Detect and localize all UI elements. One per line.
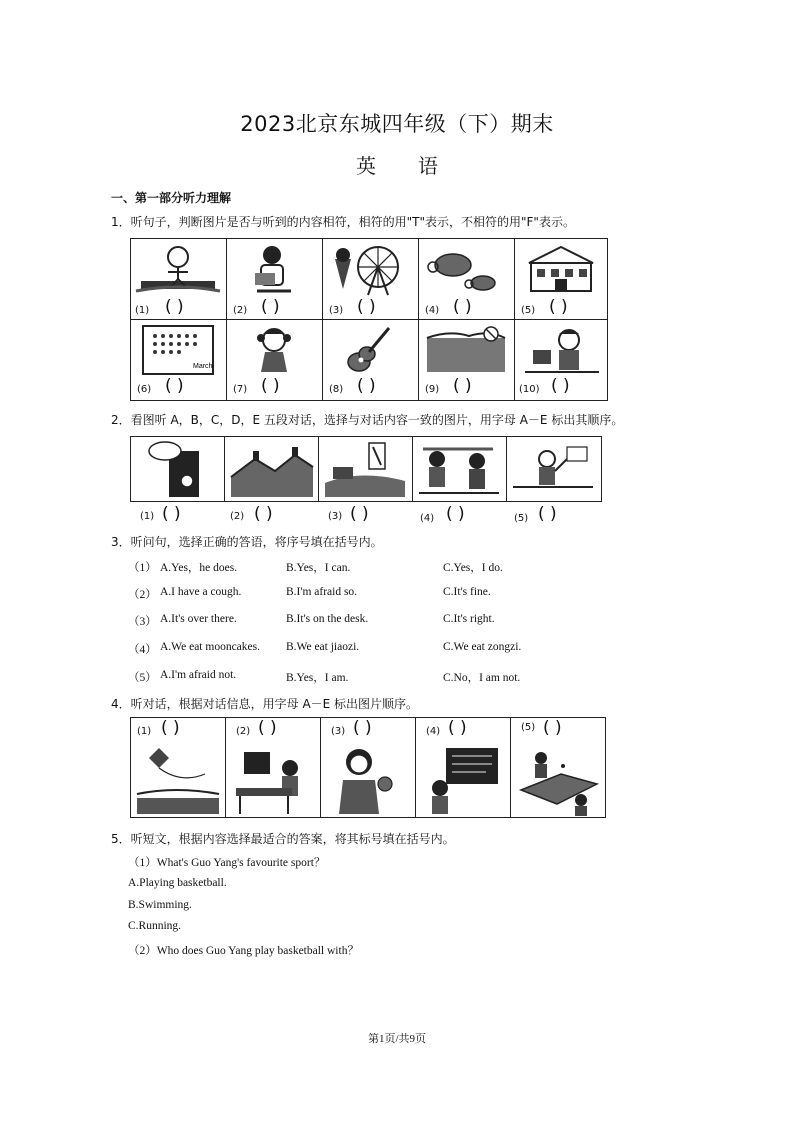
q1-label-10: (10): [519, 384, 540, 395]
q2-blank-3[interactable]: ( ): [350, 504, 369, 524]
q4-prompt: 4．听对话，根据对话信息，用字母 A－E 标出图片顺序。: [111, 697, 419, 711]
q1-cell-4: [419, 239, 515, 320]
q2-answer-row: [130, 504, 602, 528]
q2-cell-1: [131, 437, 225, 501]
q4-blank-3[interactable]: ( ): [353, 718, 372, 738]
q2-label-4: (4): [420, 513, 435, 524]
q2-blank-1[interactable]: ( ): [162, 504, 181, 524]
q4-label-4: (4): [426, 726, 441, 737]
girl-reading-picture: [227, 239, 321, 299]
q4-cell-4: [416, 718, 511, 817]
q1-blank-10[interactable]: ( ): [551, 376, 570, 396]
kite-flying-picture: [131, 744, 224, 816]
page-footer: 第1页/共9页: [367, 1033, 427, 1045]
page-subtitle: 英语: [356, 154, 480, 178]
q4-cell-5: [511, 718, 605, 817]
section-heading: 一、第一部分听力理解: [111, 191, 232, 205]
q2-label-2: (2): [230, 511, 245, 522]
q1-cell-2: [227, 239, 323, 320]
mother-and-child-picture: [321, 744, 414, 816]
boy-playing-picture: [515, 320, 607, 378]
girl-picture: [227, 320, 321, 378]
boy-thinking-picture: [131, 437, 223, 499]
q2-cell-5: [507, 437, 601, 501]
ping-pong-picture: [511, 744, 603, 816]
q3-option-4c[interactable]: C.We eat zongzi.: [443, 641, 522, 653]
q3-num-5: （5）: [128, 672, 157, 684]
q4-cell-3: [321, 718, 416, 817]
q1-cell-7: [227, 320, 323, 400]
q1-blank-1[interactable]: ( ): [165, 297, 184, 317]
q1-cell-1: [131, 239, 227, 320]
q2-label-1: (1): [140, 511, 155, 522]
q3-option-5c[interactable]: C.No，I am not.: [443, 672, 521, 684]
q3-num-1: （1）: [128, 562, 157, 574]
q4-blank-4[interactable]: ( ): [448, 718, 467, 738]
guitar-picture: [323, 320, 417, 378]
student-at-desk-picture: [226, 744, 319, 816]
q5-option-1a[interactable]: A.Playing basketball.: [128, 877, 227, 889]
q3-option-4b[interactable]: B.We eat jiaozi.: [286, 641, 360, 653]
q2-blank-5[interactable]: ( ): [538, 504, 557, 524]
q1-blank-6[interactable]: ( ): [165, 376, 184, 396]
q5-option-1b[interactable]: B.Swimming.: [128, 899, 192, 911]
q4-blank-1[interactable]: ( ): [161, 718, 180, 738]
q2-label-5: (5): [514, 513, 529, 524]
great-wall-picture: [225, 437, 317, 499]
q1-label-3: (3): [329, 305, 344, 316]
q3-option-5a[interactable]: A.I'm afraid not.: [160, 669, 237, 681]
q2-label-3: (3): [328, 511, 343, 522]
q4-label-2: (2): [236, 726, 251, 737]
q3-option-3b[interactable]: B.It's on the desk.: [286, 613, 369, 625]
field-with-sign-picture: [319, 437, 411, 499]
q1-blank-3[interactable]: ( ): [357, 297, 376, 317]
q3-option-2a[interactable]: A.I have a cough.: [160, 586, 242, 598]
q3-option-1b[interactable]: B.Yes，I can.: [286, 562, 351, 574]
q4-label-1: (1): [137, 726, 152, 737]
calendar-picture: [131, 320, 225, 378]
q1-label-7: (7): [233, 384, 248, 395]
q3-option-1c[interactable]: C.Yes，I do.: [443, 562, 503, 574]
lake-no-swimming-picture: [419, 320, 513, 378]
q2-blank-2[interactable]: ( ): [254, 504, 273, 524]
q1-cell-3: [323, 239, 419, 320]
q3-option-2c[interactable]: C.It's fine.: [443, 586, 491, 598]
q3-option-1a[interactable]: A.Yes，he does.: [160, 562, 238, 574]
q5-prompt: 5．听短文，根据内容选择最适合的答案，将其标号填在括号内。: [111, 832, 455, 846]
q3-option-5b[interactable]: B.Yes，I am.: [286, 672, 349, 684]
q1-cell-10: [515, 320, 607, 400]
q5-option-1c[interactable]: C.Running.: [128, 920, 182, 932]
q1-blank-8[interactable]: ( ): [357, 376, 376, 396]
q1-cell-8: [323, 320, 419, 400]
q4-cell-2: [226, 718, 321, 817]
q1-cell-6: [131, 320, 227, 400]
q3-option-3c[interactable]: C.It's right.: [443, 613, 495, 625]
q3-option-2b[interactable]: B.I'm afraid so.: [286, 586, 358, 598]
two-kids-talking-picture: [413, 437, 505, 499]
turtles-picture: [419, 239, 513, 299]
q1-blank-9[interactable]: ( ): [453, 376, 472, 396]
q1-label-2: (2): [233, 305, 248, 316]
q3-option-4a[interactable]: A.We eat mooncakes.: [160, 641, 260, 653]
q2-picture-grid: [130, 436, 602, 502]
boy-waving-picture: [507, 437, 599, 499]
q1-label-9: (9): [425, 384, 440, 395]
q4-cell-1: [131, 718, 226, 817]
q1-cell-9: [419, 320, 515, 400]
q4-picture-grid: [130, 717, 606, 818]
q4-label-3: (3): [331, 726, 346, 737]
q1-label-1: (1): [135, 305, 150, 316]
q3-num-2: （2）: [128, 589, 157, 601]
q2-cell-4: [413, 437, 507, 501]
q2-prompt: 2．看图听 A，B，C，D，E 五段对话，选择与对话内容一致的图片，用字母 A－E 标出其顺序。: [111, 413, 624, 427]
q1-blank-5[interactable]: ( ): [549, 297, 568, 317]
q1-label-5: (5): [521, 305, 536, 316]
school-building-picture: [515, 239, 607, 299]
q5-question-2: （2）Who does Guo Yang play basketball with？: [128, 945, 359, 957]
ferris-wheel-picture: [323, 239, 417, 299]
q3-prompt: 3．听问句，选择正确的答语，将序号填在括号内。: [111, 535, 383, 549]
q2-cell-3: [319, 437, 413, 501]
q4-blank-5[interactable]: ( ): [543, 718, 562, 738]
q1-label-8: (8): [329, 384, 344, 395]
q1-label-6: (6): [137, 384, 152, 395]
q2-cell-2: [225, 437, 319, 501]
q4-label-5: (5): [521, 722, 536, 733]
q3-option-3a[interactable]: A.It's over there.: [160, 613, 237, 625]
q1-picture-grid: [130, 238, 608, 401]
calendar-month-text: March: [193, 363, 213, 370]
q1-blank-7[interactable]: ( ): [261, 376, 280, 396]
q3-options: [128, 559, 628, 689]
q3-num-3: （3）: [128, 616, 157, 628]
q1-cell-5: [515, 239, 607, 320]
q4-blank-2[interactable]: ( ): [258, 718, 277, 738]
q2-blank-4[interactable]: ( ): [446, 504, 465, 524]
page-title: 2023北京东城四年级（下）期末: [240, 112, 554, 136]
q1-prompt: 1．听句子，判断图片是否与听到的内容相符，相符的用"T"表示，不相符的用"F"表示。: [111, 215, 575, 229]
q1-blank-4[interactable]: ( ): [453, 297, 472, 317]
q5-question-1: （1）What's Guo Yang's favourite sport？: [128, 857, 326, 869]
q3-num-4: （4）: [128, 644, 157, 656]
boy-at-blackboard-picture: [416, 744, 509, 816]
q1-blank-2[interactable]: ( ): [261, 297, 280, 317]
q1-label-4: (4): [425, 305, 440, 316]
skateboard-kid-picture: [131, 239, 225, 299]
